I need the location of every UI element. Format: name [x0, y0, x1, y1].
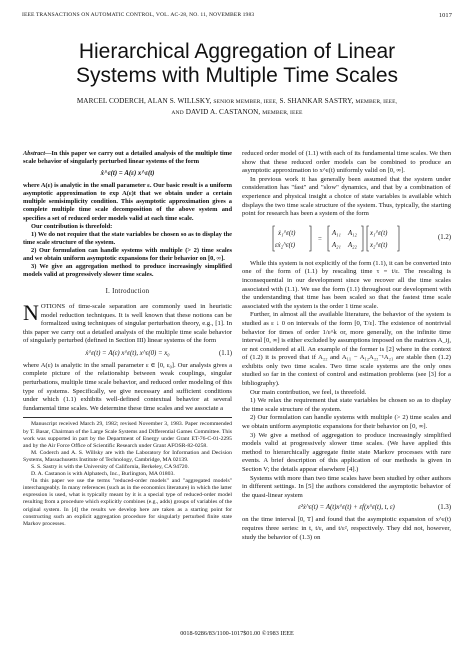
mat-a22: A₂₂ [348, 241, 357, 249]
right-para-3: While this system is not explicitly of the form (1.1), it can be converted into one of the form of (1.1) by rescaling time τ = t/ε. The rescaling is inconsequential in our development since we recover all the time scales associated with (1.1). We use the form (1.1) throughout our development with the understanding that time has been scaled so that the fastest time scale associated with the system is the order 1 time scale. [242, 259, 451, 310]
page-number: 1017 [438, 12, 452, 19]
authors-line-1 [30, 96, 444, 107]
author-names-1: MARCEL CODERCH, ALAN S. WILLSKY, [76, 97, 212, 105]
abstract-para-2: where A(ε) is analytic in the small parameter ε. Our basic result is a uniform asymptotic approximation to exp A(ε)t that we obtain under a certain multiple semisimplicity condition. This asymptotic approximation gives a complete multiple time scale decomposition of the above system and specifies a set of reduced order models valid at each time scale. [23, 182, 232, 222]
right-para-10: on the time interval [0, T] and found that the asymptotic expansion of x^ε(t) requires three series: in t, t/ε, and t/ε², respectively. They did not, however, study the behavior of (1.3) on [242, 516, 451, 541]
author-name-3: S. SHANKAR SASTRY, [279, 97, 354, 105]
author-rank-3: MEMBER, IEEE, [355, 99, 398, 105]
running-header [22, 12, 452, 22]
footnote-5: ¹In this paper we use the terms "reduced-order models" and "aggregated models" interchangeably. In many references (such as in the economics literature) in which the latter expression is used, what is typically meant by it is a special type of reduced-order model resulting from a procedure which explicitly combines (e.g., adds) groups of variables of the original system. In [4] the results we develop here are taken as a starting point for constructing such an explicit aggregation procedure for singularly perturbed finite state Markov processes. [23, 478, 232, 527]
intro-para-1 [23, 299, 232, 346]
title-line-2: Systems with Multiple Time Scales [75, 64, 399, 87]
abstract-label: Abstract [23, 150, 46, 157]
author-rank-4: MEMBER, IEEE [262, 110, 303, 116]
right-para-5: Our main contribution, we feel, is threefold. [250, 388, 367, 396]
intro-para-2: where A(ε) is analytic in the small parameter ε ∈ [0, ε₀]. Our analysis gives a complete picture of the relationship between weak couplings, singular perturbations, multiple time scale behavior, and reduced order modeling of this type of systems. Specifically, we give necessary and sufficient conditions under which (1.1) exhibits well-defined contextual behavior at several fundamental time scales. We determine these time scales and we associate a [23, 361, 232, 412]
abstract-para-4: 1) We do not require that the state variables be chosen so as to display the time scale structure of the system. [23, 230, 232, 246]
author-list [30, 96, 444, 118]
right-para-9: Systems with more than two time scales have been studied by other authors in different settings. In [5] the authors considered the asymptotic behavior of the quasi-linear system [242, 474, 451, 499]
author-rank-1: SENIOR MEMBER, IEEE, [213, 99, 278, 105]
abstract-equation [23, 166, 232, 182]
abstract-eq-text: ẋ^ε(t) = A(ε) x^ε(t) [100, 170, 155, 178]
footnotes [23, 417, 232, 527]
equation-1-2 [242, 222, 451, 256]
mat-equals: = [318, 235, 322, 243]
abstract-para-3: Our contribution is threefold: [31, 222, 113, 230]
intro-body [23, 299, 232, 414]
right-para-1: reduced order model of (1.1) with each of its fundamental time scales. We then show that these reduced order models can be combined to produce an asymptotic approximation to x^ε(t) uniformly valid on [0, ∞]. [242, 150, 451, 175]
authors-line-2 [30, 107, 444, 118]
matrix-equation-graphic [272, 222, 402, 256]
abstract-para-1 [23, 150, 232, 166]
abstract-para-6: 3) We give an aggregation method to produce increasingly simplified models valid at progressively slower time scales. [23, 263, 232, 279]
mat-y2: x₂^ε(t) [370, 241, 388, 249]
copyright-footer: 0018-9286/83/1100-1017$01.00 ©1983 IEEE [180, 630, 294, 637]
mat-y1: x₁^ε(t) [370, 229, 388, 237]
eq-1-1-text: ẋ^ε(t) = A(ε) x^ε(t), x^ε(0) = x₀ [85, 349, 170, 357]
right-para-7: 2) Our formulation can handle systems with multiple (> 2) time scales and we obtain uniform asymptotic expansions for their behavior on [0, ∞]. [242, 414, 451, 431]
mat-x1: ẋ₁^ε(t) [278, 229, 296, 237]
right-para-6: 1) We relax the requirement that state variables be chosen so as to display the time scale structure of the system. [242, 397, 451, 413]
mat-a21: A₂₁ [332, 241, 341, 249]
abstract-para-5: 2) Our formulation can handle systems with multiple (> 2) time scales and we obtain uniform asymptotic expansions for their behavior on [0, ∞]. [23, 246, 232, 263]
right-para-4: Further, in almost all the available literature, the behavior of the system is studied as ε ↓ 0 on intervals of the form [0, T/ε]. The existence of nontrivial behavior for times of order 1/ε^k or, more generally, on the infinite time interval [0, ∞] is either excluded by assumptions imposed on the matrices A_ij, or not considered at all. An example of the former is [2] where in the context of (1.2) it is proved that if A₂₂ and A₁₁ − A₁₂A₂₂⁻¹A₂₁ are stable then (1.2) exhibits only two time scales. Two time scale systems are the only ones studied so far in the context of control and estimation problems (see [3] for a bibliography). [242, 311, 451, 388]
right-para-2: In previous work it has generally been assumed that the system under consideration has "fast" and "slow" dynamics, and that by a combination of experience and physical insight a choice of state variables is available which displays the two time scale structure of the system. Thus, typically, the starting point for research has been a system of the form [242, 175, 451, 218]
drop-cap: N [23, 299, 39, 325]
title-line-1: Hierarchical Aggregation of Linear [78, 40, 396, 63]
eq-1-3-number: (1.3) [437, 504, 451, 512]
intro-text-1: OTIONS of time-scale separation are commonly used in heuristic model reduction techniques. It is well known that these notions can be formalized using techniques of singular perturbation theory, e.g., [1]. In this paper we carry out a detailed analysis of the multiple time scale behavior of singularly perturbed (defined in Section III) linear systems of the form [23, 302, 232, 345]
right-para-8: 3) We give a method of aggregation to produce increasingly simplified models valid at progressively slower time scales. (We have applied this method to hierarchically aggregate finite state Markov processes with rare events. A brief description of this application of our methods is given in Section V; the details appear elsewhere [4].) [242, 431, 451, 473]
eq-1-1-number: (1.1) [218, 349, 232, 357]
author-name-4: DAVID A. CASTANON, [185, 108, 261, 116]
journal-header: IEEE TRANSACTIONS ON AUTOMATIC CONTROL, VOL. AC-28, NO. 11, NOVEMBER 1983 [22, 12, 255, 18]
footnote-4: D. A. Castanon is with Alphatech, Inc., Burlington, MA 01803. [31, 471, 175, 478]
eq-1-2-number: (1.2) [437, 233, 451, 241]
eq-1-3-text: ε²ẋ^ε(t) = A(t)x^ε(t) + εf(x^ε(t), t, ε) [298, 504, 395, 512]
abstract-text-1: —In this paper we carry out a detailed analysis of the multiple time scale behavior of singularly perturbed linear systems of the form [23, 150, 232, 166]
section-heading: I. Introduction [105, 288, 150, 296]
author-and: AND [171, 110, 184, 116]
right-column [242, 150, 451, 542]
abstract [23, 150, 232, 279]
left-column [23, 150, 232, 528]
footnote-3: S. S. Sastry is with the University of California, Berkeley, CA 94720. [31, 464, 189, 470]
equation-1-1 [23, 346, 232, 362]
footnote-2: M. Coderch and A. S. Willsky are with the Laboratory for Information and Decision Systems, Massachusetts Institute of Technology, Cambridge, MA 02139. [23, 449, 232, 463]
equation-1-3 [242, 500, 451, 516]
mat-a12: A₁₂ [348, 229, 357, 237]
mat-a11: A₁₁ [332, 229, 341, 237]
mat-x2: εẋ₂^ε(t) [275, 241, 296, 249]
paper-title [0, 40, 474, 88]
footnote-1: Manuscript received March 29, 1982; revised November 3, 1983. Paper recommended by T. Basar, Chairman of the Large Scale Systems and Differential Games Committee. This work was supported in part by the Department of Energy under Grant ET-76-C-01-2295 and by the Air Force Office of Scientific Research under Grant AFOSR-82-0258. [23, 421, 232, 449]
